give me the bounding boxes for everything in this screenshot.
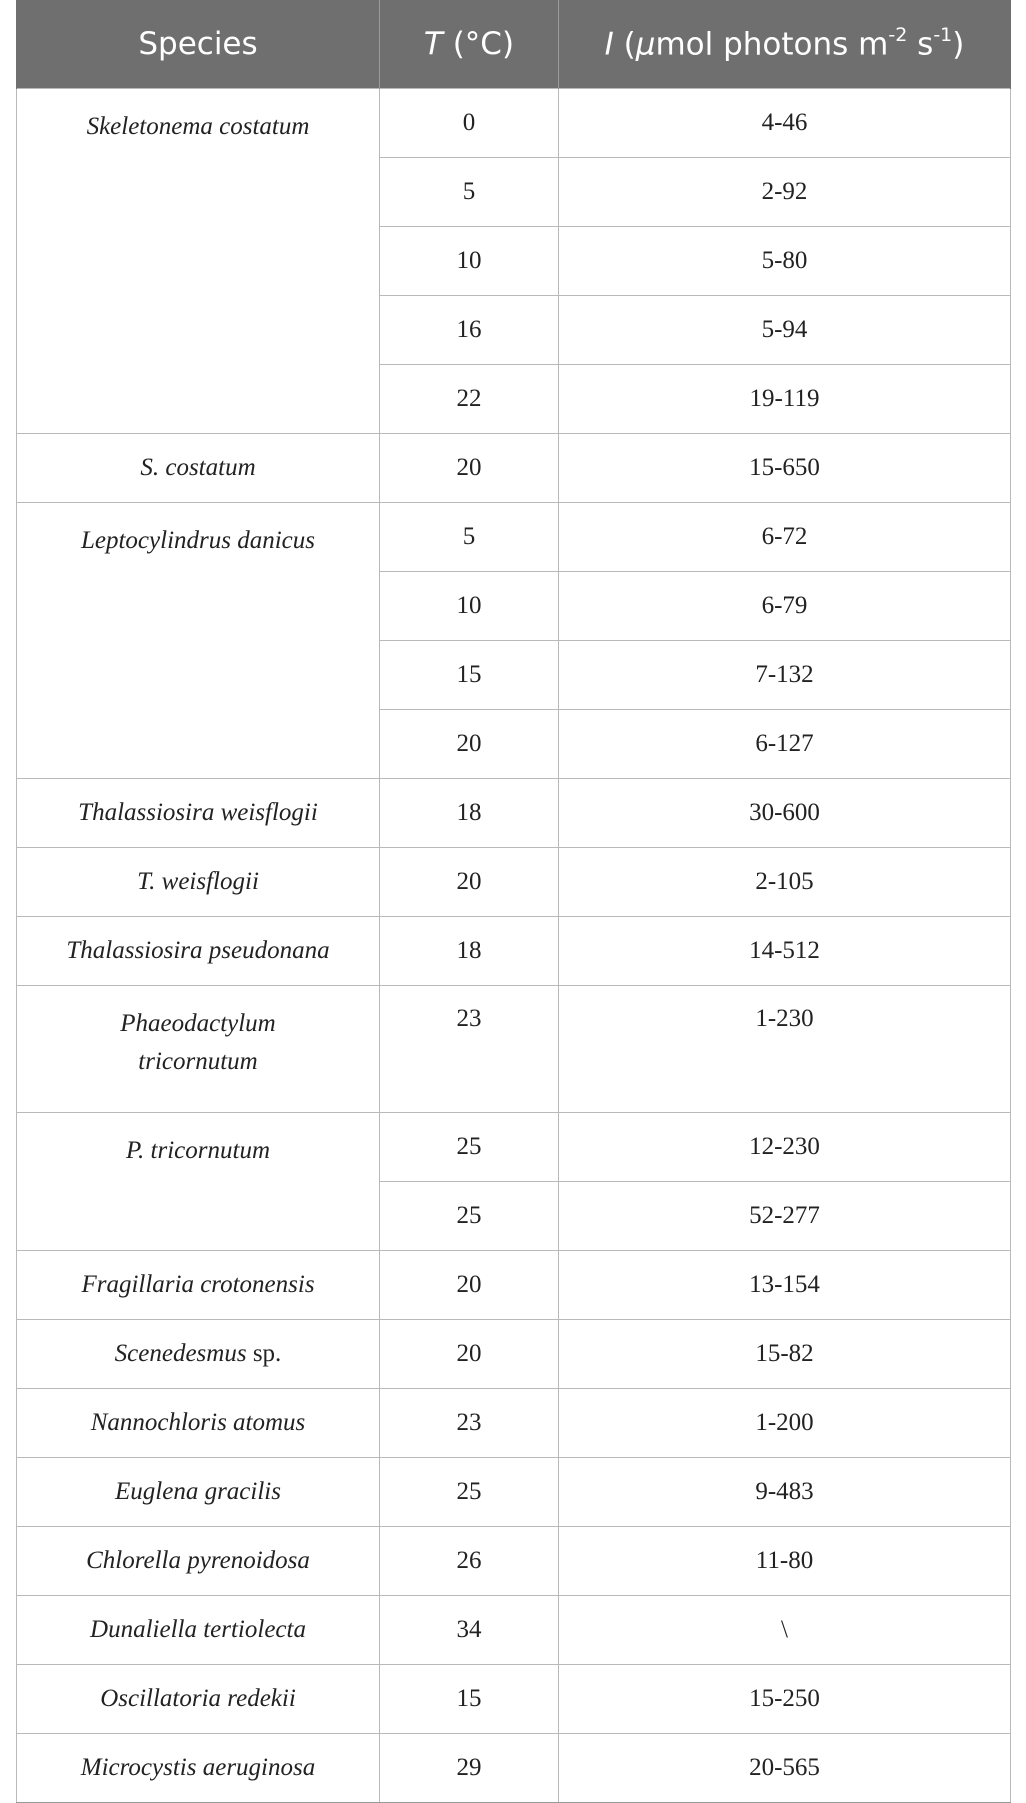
species-cell: Thalassiosira weisflogii: [17, 779, 380, 848]
table-row: [17, 848, 1011, 917]
header-temperature: [380, 0, 559, 89]
temperature-cell: 20: [380, 848, 559, 917]
temperature-cell: 10: [380, 227, 559, 296]
irradiance-cell: 11-80: [559, 1527, 1011, 1596]
irradiance-cell: 19-119: [559, 365, 1011, 434]
species-cell: P. tricornutum: [17, 1113, 380, 1251]
irradiance-cell: 15-650: [559, 434, 1011, 503]
irradiance-cell: 5-80: [559, 227, 1011, 296]
irr-exp-time: -1: [933, 23, 953, 46]
table-row: [17, 1596, 1011, 1665]
temperature-cell: 18: [380, 917, 559, 986]
irr-unit-main: mol photons m: [655, 26, 889, 63]
species-cell: [17, 1320, 380, 1389]
irradiance-cell: 13-154: [559, 1251, 1011, 1320]
table-row: [17, 1389, 1011, 1458]
temperature-cell: 15: [380, 1665, 559, 1734]
table-row: [17, 986, 1011, 1113]
temperature-cell: 15: [380, 641, 559, 710]
species-cell: Microcystis aeruginosa: [17, 1734, 380, 1803]
species-cell: Euglena gracilis: [17, 1458, 380, 1527]
species-line: Phaeodactylum: [120, 1010, 276, 1037]
table-row: [17, 1527, 1011, 1596]
table-row: [17, 1251, 1011, 1320]
irradiance-cell: 6-127: [559, 710, 1011, 779]
table-row: [17, 503, 1011, 572]
irr-symbol: I: [604, 26, 614, 63]
species-cell: Thalassiosira pseudonana: [17, 917, 380, 986]
irradiance-cell: 1-230: [559, 986, 1011, 1113]
irradiance-cell: 15-82: [559, 1320, 1011, 1389]
header-species: [17, 0, 380, 89]
irradiance-cell: 14-512: [559, 917, 1011, 986]
table-row: [17, 1734, 1011, 1803]
irradiance-cell: 1-200: [559, 1389, 1011, 1458]
table-row: [17, 434, 1011, 503]
table-row: [17, 1458, 1011, 1527]
temperature-cell: 20: [380, 1251, 559, 1320]
irr-mu: μ: [635, 26, 656, 63]
irradiance-cell: 52-277: [559, 1182, 1011, 1251]
irr-exp-area: -2: [888, 23, 908, 46]
temperature-cell: 16: [380, 296, 559, 365]
species-cell: [17, 986, 380, 1113]
temperature-cell: 10: [380, 572, 559, 641]
irradiance-cell: 9-483: [559, 1458, 1011, 1527]
temperature-cell: 25: [380, 1113, 559, 1182]
table-row: [17, 89, 1011, 158]
table-row: [17, 1320, 1011, 1389]
irradiance-cell: 30-600: [559, 779, 1011, 848]
species-cell: Dunaliella tertiolecta: [17, 1596, 380, 1665]
species-abbrev: sp.: [246, 1340, 282, 1367]
table-header: [17, 0, 1011, 89]
irradiance-cell: 12-230: [559, 1113, 1011, 1182]
table-row: [17, 917, 1011, 986]
table-row: [17, 1665, 1011, 1734]
temperature-cell: 25: [380, 1458, 559, 1527]
irradiance-cell: 4-46: [559, 89, 1011, 158]
species-cell: S. costatum: [17, 434, 380, 503]
temperature-cell: 0: [380, 89, 559, 158]
temperature-cell: 20: [380, 710, 559, 779]
temperature-cell: 18: [380, 779, 559, 848]
data-table-container: [16, 0, 1010, 1803]
header-species-label: Species: [138, 26, 258, 62]
irr-unit-open: (: [613, 26, 636, 63]
irradiance-cell: 7-132: [559, 641, 1011, 710]
table-body: [17, 89, 1011, 1803]
temperature-cell: 20: [380, 1320, 559, 1389]
irradiance-cell: \: [559, 1596, 1011, 1665]
species-line: tricornutum: [138, 1048, 258, 1075]
species-cell: T. weisflogii: [17, 848, 380, 917]
species-cell: Oscillatoria redekii: [17, 1665, 380, 1734]
table-row: [17, 1113, 1011, 1182]
irr-unit-close: ): [952, 26, 965, 63]
species-cell: Nannochloris atomus: [17, 1389, 380, 1458]
temperature-cell: 5: [380, 503, 559, 572]
table-row: [17, 779, 1011, 848]
irradiance-cell: 6-79: [559, 572, 1011, 641]
irradiance-cell: 20-565: [559, 1734, 1011, 1803]
temp-unit: (°C): [442, 26, 515, 62]
temp-symbol: T: [423, 26, 443, 62]
irradiance-cell: 5-94: [559, 296, 1011, 365]
species-cell: Skeletonema costatum: [17, 89, 380, 434]
header-irradiance: [559, 0, 1011, 89]
temperature-cell: 34: [380, 1596, 559, 1665]
irr-unit-s: s: [907, 26, 934, 63]
species-light-table: [16, 0, 1011, 1803]
irradiance-cell: 2-92: [559, 158, 1011, 227]
temperature-cell: 22: [380, 365, 559, 434]
temperature-cell: 26: [380, 1527, 559, 1596]
temperature-cell: 25: [380, 1182, 559, 1251]
header-row: [17, 0, 1011, 89]
species-cell: Leptocylindrus danicus: [17, 503, 380, 779]
temperature-cell: 5: [380, 158, 559, 227]
species-cell: Fragillaria crotonensis: [17, 1251, 380, 1320]
irradiance-cell: 15-250: [559, 1665, 1011, 1734]
irradiance-cell: 2-105: [559, 848, 1011, 917]
temperature-cell: 29: [380, 1734, 559, 1803]
species-genus: Scenedesmus: [114, 1340, 247, 1367]
irradiance-cell: 6-72: [559, 503, 1011, 572]
temperature-cell: 20: [380, 434, 559, 503]
temperature-cell: 23: [380, 1389, 559, 1458]
species-cell: Chlorella pyrenoidosa: [17, 1527, 380, 1596]
temperature-cell: 23: [380, 986, 559, 1113]
